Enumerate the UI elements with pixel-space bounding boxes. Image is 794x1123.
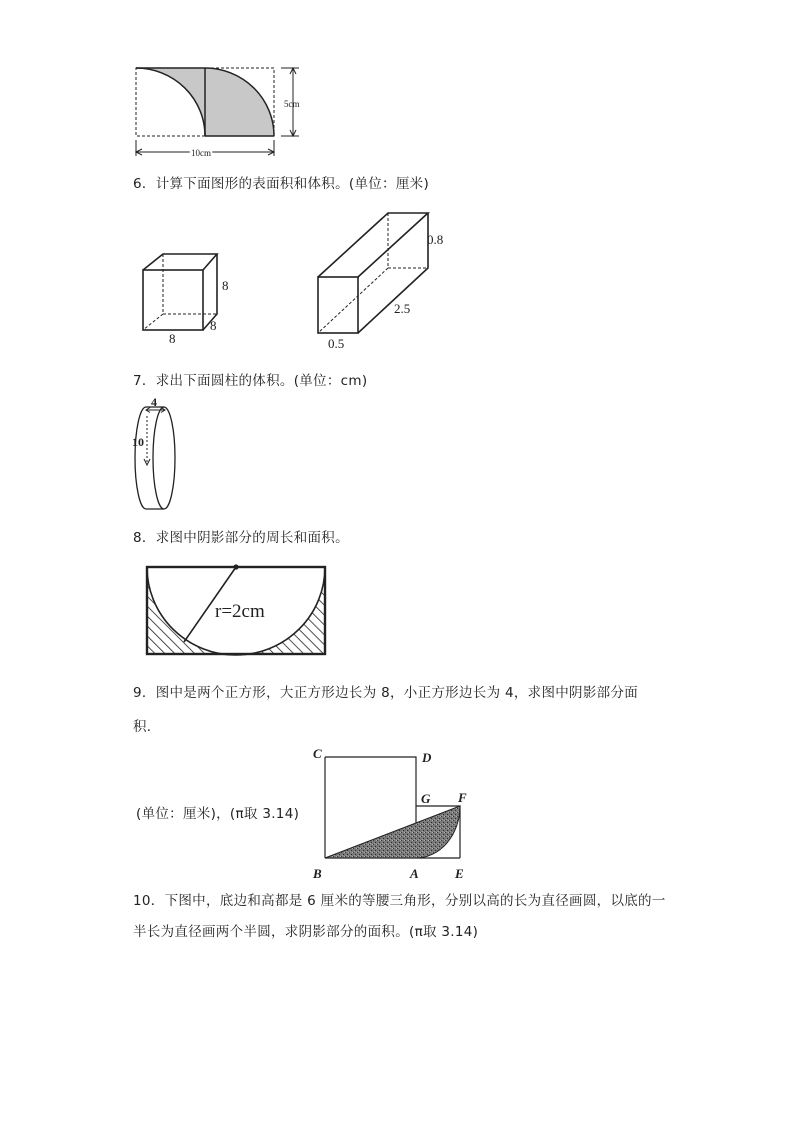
radius-label: r=2cm	[215, 601, 265, 622]
figure-q7-cylinder	[128, 392, 188, 514]
question-9-unit-note: (单位：厘米)，(π取 3.14)	[136, 806, 300, 822]
point-F: F	[458, 790, 467, 805]
prism-width-label: 0.5	[328, 336, 345, 351]
question-10-line1: 10．下图中，底边和高都是 6 厘米的等腰三角形，分别以高的长为直径画圆，以底的一	[133, 893, 666, 909]
figure-q6-cube	[135, 250, 245, 350]
question-6-text: 6．计算下面图形的表面积和体积。(单位：厘米)	[133, 176, 430, 192]
figure-q9	[305, 740, 485, 885]
point-B: B	[313, 866, 322, 881]
question-7-text: 7．求出下面圆柱的体积。(单位：cm)	[133, 373, 368, 389]
point-G: G	[421, 791, 431, 806]
cylinder-height-label: 10	[132, 435, 144, 449]
point-C: C	[313, 746, 322, 761]
point-A: A	[410, 866, 419, 881]
cylinder-radius-label: 4	[151, 395, 157, 409]
question-9-line2: 积．	[133, 719, 161, 735]
width-label: 10cm	[191, 148, 211, 158]
question-8-text: 8．求图中阴影部分的周长和面积。	[133, 530, 349, 546]
figure-q8	[140, 560, 335, 662]
figure-q5	[125, 60, 315, 165]
cube-depth-label: 8	[210, 318, 217, 333]
question-10-line2: 半长为直径画两个半圆，求阴影部分的面积。(π取 3.14)	[133, 924, 479, 940]
cube-height-label: 8	[222, 278, 229, 293]
point-E: E	[455, 866, 464, 881]
cube-width-label: 8	[169, 331, 176, 346]
point-D: D	[422, 750, 432, 765]
prism-height-label: 0.8	[427, 232, 444, 247]
prism-length-label: 2.5	[394, 301, 411, 316]
question-9-line1: 9．图中是两个正方形，大正方形边长为 8，小正方形边长为 4，求图中阴影部分面	[133, 685, 639, 701]
figure-q6-prism	[310, 205, 460, 355]
height-label: 5cm	[284, 99, 300, 109]
